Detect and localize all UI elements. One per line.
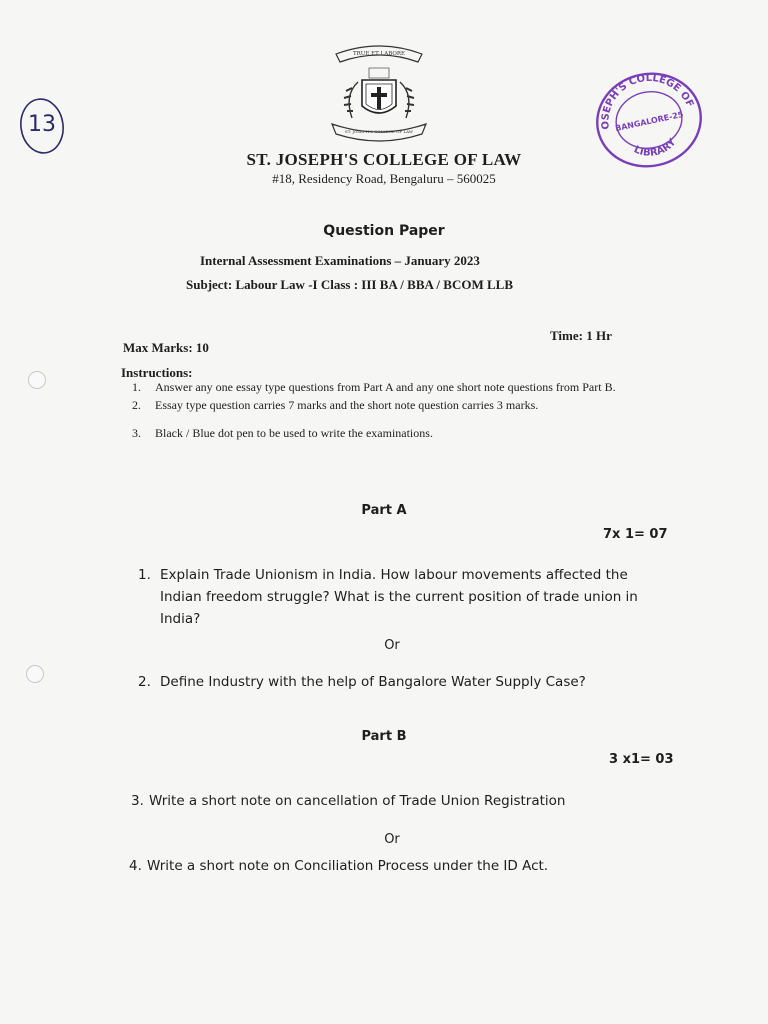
college-address: #18, Residency Road, Bengaluru – 560025	[272, 171, 496, 186]
instructions-heading: Instructions:	[121, 365, 193, 380]
question-number: 2.	[138, 674, 151, 690]
question-text: Define Industry with the help of Bangalore Water Supply Case?	[160, 674, 586, 690]
instructions-list	[132, 380, 652, 440]
instruction-item	[132, 398, 652, 412]
instruction-number: 3.	[132, 426, 141, 440]
exam-title: Internal Assessment Examinations – January 2023	[200, 253, 480, 268]
part-a-marks: 7x 1= 07	[603, 527, 668, 542]
instruction-text: Essay type question carries 7 marks and the short note question carries 3 marks.	[155, 398, 539, 412]
handwritten-number-text: 13	[28, 112, 56, 137]
subject-class-line: Subject: Labour Law -I Class : III BA / BBA / BCOM LLB	[186, 277, 513, 292]
question-line: Indian freedom struggle? What is the current position of trade union in	[160, 589, 638, 605]
max-marks: Max Marks: 10	[123, 340, 209, 355]
instruction-number: 1.	[132, 380, 141, 394]
question-2	[138, 671, 698, 695]
instruction-number: 2.	[132, 398, 141, 412]
question-3	[131, 790, 691, 814]
question-line: Explain Trade Unionism in India. How labour movements affected the	[160, 567, 628, 583]
stamp-center-text: BANGALORE-25	[614, 109, 685, 134]
question-number: 4.	[129, 858, 142, 874]
instruction-item	[132, 426, 652, 440]
question-text: Write a short note on cancellation of Trade Union Registration	[149, 793, 566, 809]
part-b-marks: 3 x1= 03	[609, 752, 674, 767]
crest-ribbon-text: ST. JOSEPH'S COLLEGE OF LAW	[345, 129, 413, 134]
question-text: Write a short note on Conciliation Process under the ID Act.	[147, 858, 549, 874]
question-number: 3.	[131, 793, 144, 809]
instruction-text: Answer any one essay type questions from Part A and any one short note questions from Part B.	[155, 380, 616, 394]
question-text	[160, 564, 638, 630]
handwritten-page-number	[18, 96, 66, 156]
stamp-ring-text: JOSEPH'S COLLEGE OF	[600, 72, 696, 130]
question-4	[129, 855, 689, 879]
punch-hole-bottom	[26, 665, 44, 683]
college-name: ST. JOSEPH'S COLLEGE OF LAW	[246, 150, 522, 169]
college-crest-logo	[322, 40, 436, 144]
question-1	[138, 564, 678, 634]
part-a-heading: Part A	[361, 503, 407, 518]
punch-hole-top	[28, 371, 46, 389]
or-separator: Or	[384, 638, 400, 653]
question-line: India?	[160, 611, 201, 627]
part-b-heading: Part B	[361, 729, 407, 744]
stamp-bottom-text: LIBRARY	[632, 136, 679, 159]
exam-time: Time: 1 Hr	[550, 328, 612, 343]
question-number: 1.	[138, 567, 151, 583]
instruction-item	[132, 380, 652, 394]
instruction-text: Black / Blue dot pen to be used to write the examinations.	[155, 426, 433, 440]
paper-title: Question Paper	[323, 223, 445, 239]
crest-motto: TRUE ET LABORE	[352, 51, 406, 57]
or-separator: Or	[384, 832, 400, 847]
